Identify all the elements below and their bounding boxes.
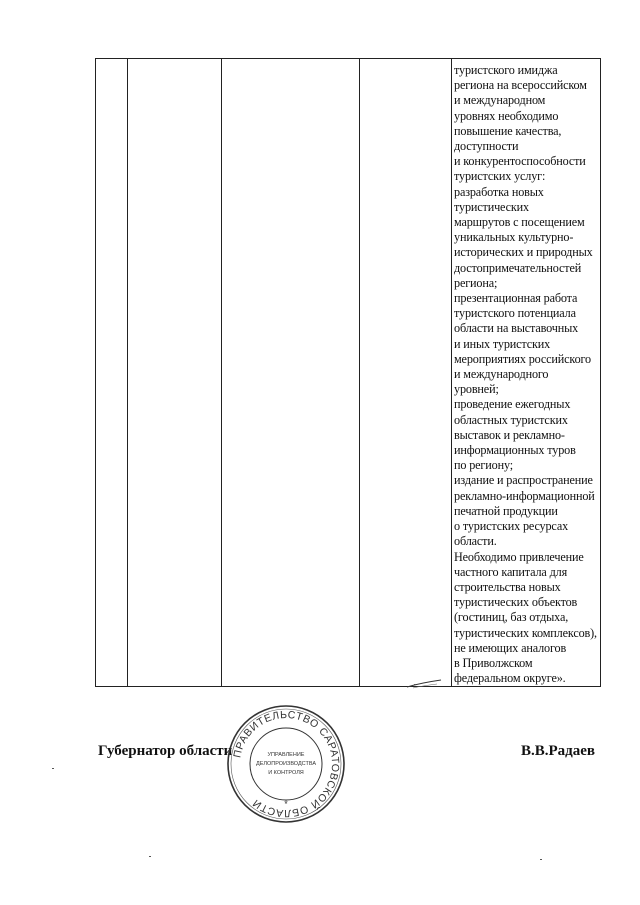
description-line: в Приволжском xyxy=(454,655,533,670)
table-cell-empty xyxy=(222,59,360,687)
table-cell-empty xyxy=(360,59,452,687)
description-line: туристических объектов xyxy=(454,595,578,610)
description-line: презентационная работа xyxy=(454,291,578,306)
handwritten-signature-mark xyxy=(405,678,445,690)
description-line: информационных туров xyxy=(454,443,576,458)
svg-text:*: * xyxy=(284,799,288,809)
svg-text:УПРАВЛЕНИЕ: УПРАВЛЕНИЕ xyxy=(267,752,305,758)
description-line: выставок и рекламно- xyxy=(454,427,565,442)
description-line: исторических и природных xyxy=(454,245,593,260)
description-line: Необходимо привлечение xyxy=(454,549,584,564)
description-line: издание и распространение xyxy=(454,473,593,488)
scan-speck xyxy=(52,768,54,769)
description-line: региона; xyxy=(454,275,498,290)
description-line: печатной продукции xyxy=(454,503,558,518)
signatory-title: Губернатор области xyxy=(98,743,233,759)
description-line: областных туристских xyxy=(454,412,568,427)
description-line: уникальных культурно- xyxy=(454,230,574,245)
description-line: региона на всероссийском xyxy=(454,78,587,93)
description-line: и иных туристских xyxy=(454,336,551,351)
description-line: и международном xyxy=(454,93,546,108)
svg-text:И КОНТРОЛЯ: И КОНТРОЛЯ xyxy=(268,770,304,776)
description-line: (гостиниц, баз отдыха, xyxy=(454,610,569,625)
description-line: и международного xyxy=(454,367,549,382)
description-line: туристических xyxy=(454,199,529,214)
svg-text:ПРАВИТЕЛЬСТВО САРАТОВСКОЙ ОБЛА: ПРАВИТЕЛЬСТВО САРАТОВСКОЙ ОБЛАСТИ xyxy=(231,708,342,820)
description-line: области на выставочных xyxy=(454,321,579,336)
table-cell-description xyxy=(452,59,601,687)
table-cell-number xyxy=(96,59,128,687)
description-line: федеральном округе». xyxy=(454,671,566,686)
description-line: туристских услуг: xyxy=(454,169,546,184)
svg-text:ДЕЛОПРОИЗВОДСТВА: ДЕЛОПРОИЗВОДСТВА xyxy=(255,761,317,767)
description-line: туристических комплексов), xyxy=(454,625,597,640)
table-cell-empty xyxy=(128,59,222,687)
table-row xyxy=(96,59,601,687)
description-line: туристского имиджа xyxy=(454,63,558,77)
description-line: разработка новых xyxy=(454,184,544,199)
continuation-table xyxy=(95,58,601,687)
description-line: уровнях необходимо xyxy=(454,108,559,123)
description-line: о туристских ресурсах xyxy=(454,519,569,534)
description-line: уровней; xyxy=(454,382,499,397)
description-line: рекламно-информационной xyxy=(454,488,595,503)
description-line: строительства новых xyxy=(454,579,561,594)
description-line: мероприятиях российского xyxy=(454,351,591,366)
scan-speck xyxy=(540,859,542,860)
official-seal-stamp xyxy=(225,703,347,825)
description-text xyxy=(452,59,600,686)
description-line: маршрутов с посещением xyxy=(454,215,585,230)
description-line: доступности xyxy=(454,139,519,154)
description-line: не имеющих аналогов xyxy=(454,640,567,655)
scan-speck xyxy=(414,684,416,685)
description-line: области. xyxy=(454,534,497,549)
description-line: повышение качества, xyxy=(454,123,562,138)
scan-speck xyxy=(149,856,151,857)
description-line: проведение ежегодных xyxy=(454,397,571,412)
description-line: по региону; xyxy=(454,458,513,473)
signatory-name: В.В.Радаев xyxy=(521,743,596,759)
description-line: частного капитала для xyxy=(454,564,568,579)
description-line: и конкурентоспособности xyxy=(454,154,586,169)
description-line: достопримечательностей xyxy=(454,260,582,275)
description-line: туристского потенциала xyxy=(454,306,576,321)
